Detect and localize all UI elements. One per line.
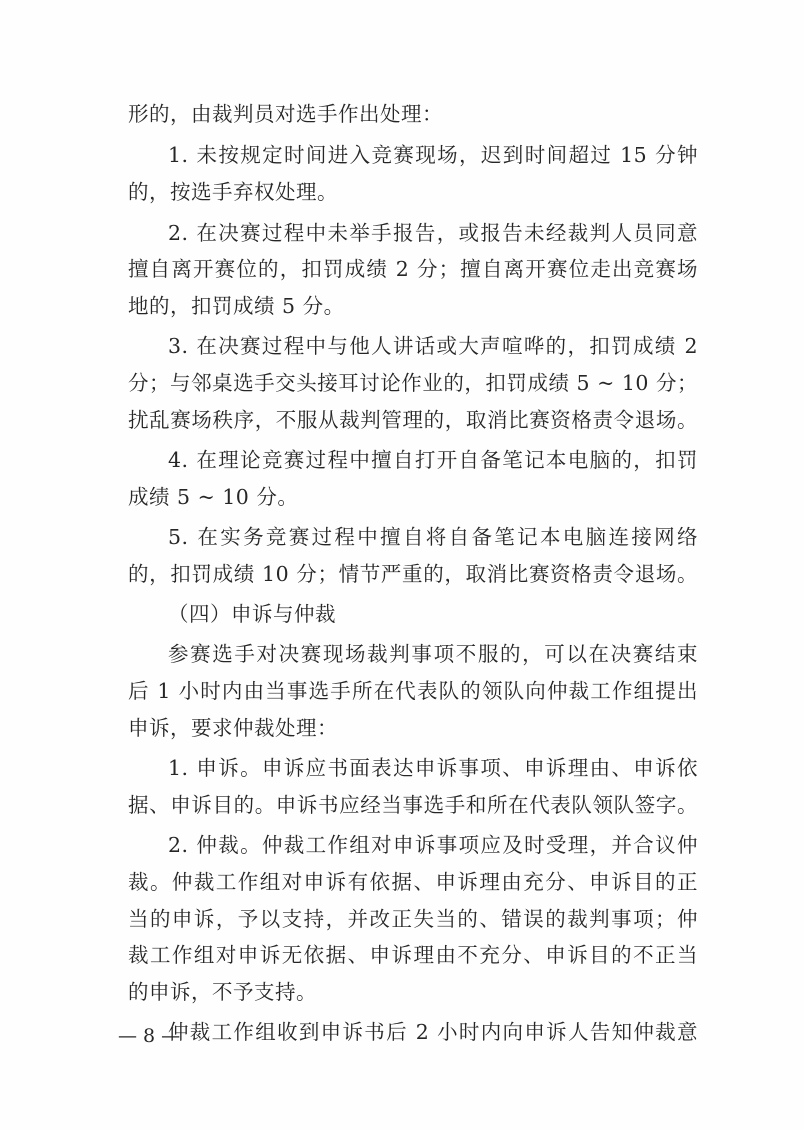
paragraph-line: 当的申诉，予以支持，并改正失当的、错误的裁判事项；仲 — [128, 907, 698, 931]
paragraph-line: 参赛选手对决赛现场裁判事项不服的，可以在决赛结束 — [168, 642, 698, 666]
paragraph-line: 形的，由裁判员对选手作出处理： — [128, 102, 443, 126]
paragraph-line: 的，扣罚成绩 10 分；情节严重的，取消比赛资格责令退场。 — [128, 562, 698, 586]
paragraph-line: 据、申诉目的。申诉书应经当事选手和所在代表队领队签字。 — [128, 793, 698, 817]
paragraph-line: 分；与邻桌选手交头接耳讨论作业的，扣罚成绩 5 ~ 10 分； — [128, 371, 698, 395]
paragraph-line: 成绩 5 ~ 10 分。 — [128, 485, 299, 509]
paragraph-line: 5. 在实务竞赛过程中擅自将自备笔记本电脑连接网络 — [168, 525, 698, 549]
paragraph-line: 的，按选手弃权处理。 — [128, 180, 338, 204]
paragraph-line: 申诉，要求仲裁处理： — [128, 716, 338, 740]
paragraph-line: 擅自离开赛位的，扣罚成绩 2 分；擅自离开赛位走出竞赛场 — [128, 257, 698, 281]
paragraph-line: 的申诉，不予支持。 — [128, 980, 317, 1004]
paragraph-line: 后 1 小时内由当事选手所在代表队的领队向仲裁工作组提出 — [128, 679, 698, 703]
page-number: — 8 — — [118, 1025, 181, 1047]
section-heading: （四）申诉与仲裁 — [168, 602, 336, 626]
paragraph-line: 1. 申诉。申诉应书面表达申诉事项、申诉理由、申诉依 — [168, 756, 698, 780]
paragraph-line: 4. 在理论竞赛过程中擅自打开自备笔记本电脑的，扣罚 — [168, 448, 698, 472]
paragraph-line: 裁工作组对申诉无依据、申诉理由不充分、申诉目的不正当 — [128, 943, 698, 967]
paragraph-line: 扰乱赛场秩序，不服从裁判管理的，取消比赛资格责令退场。 — [128, 408, 698, 432]
paragraph-line: 3. 在决赛过程中与他人讲话或大声喧哗的，扣罚成绩 2 — [168, 334, 698, 358]
paragraph-line: 地的，扣罚成绩 5 分。 — [128, 294, 345, 318]
paragraph-line: 2. 仲裁。仲裁工作组对申诉事项应及时受理，并合议仲 — [168, 833, 698, 857]
paragraph-line: 裁。仲裁工作组对申诉有依据、申诉理由充分、申诉目的正 — [128, 870, 698, 894]
paragraph-line: 1. 未按规定时间进入竞赛现场，迟到时间超过 15 分钟 — [168, 143, 698, 167]
paragraph-line: 2. 在决赛过程中未举手报告，或报告未经裁判人员同意 — [168, 221, 698, 245]
paragraph-line: 仲裁工作组收到申诉书后 2 小时内向申诉人告知仲裁意 — [168, 1020, 698, 1044]
